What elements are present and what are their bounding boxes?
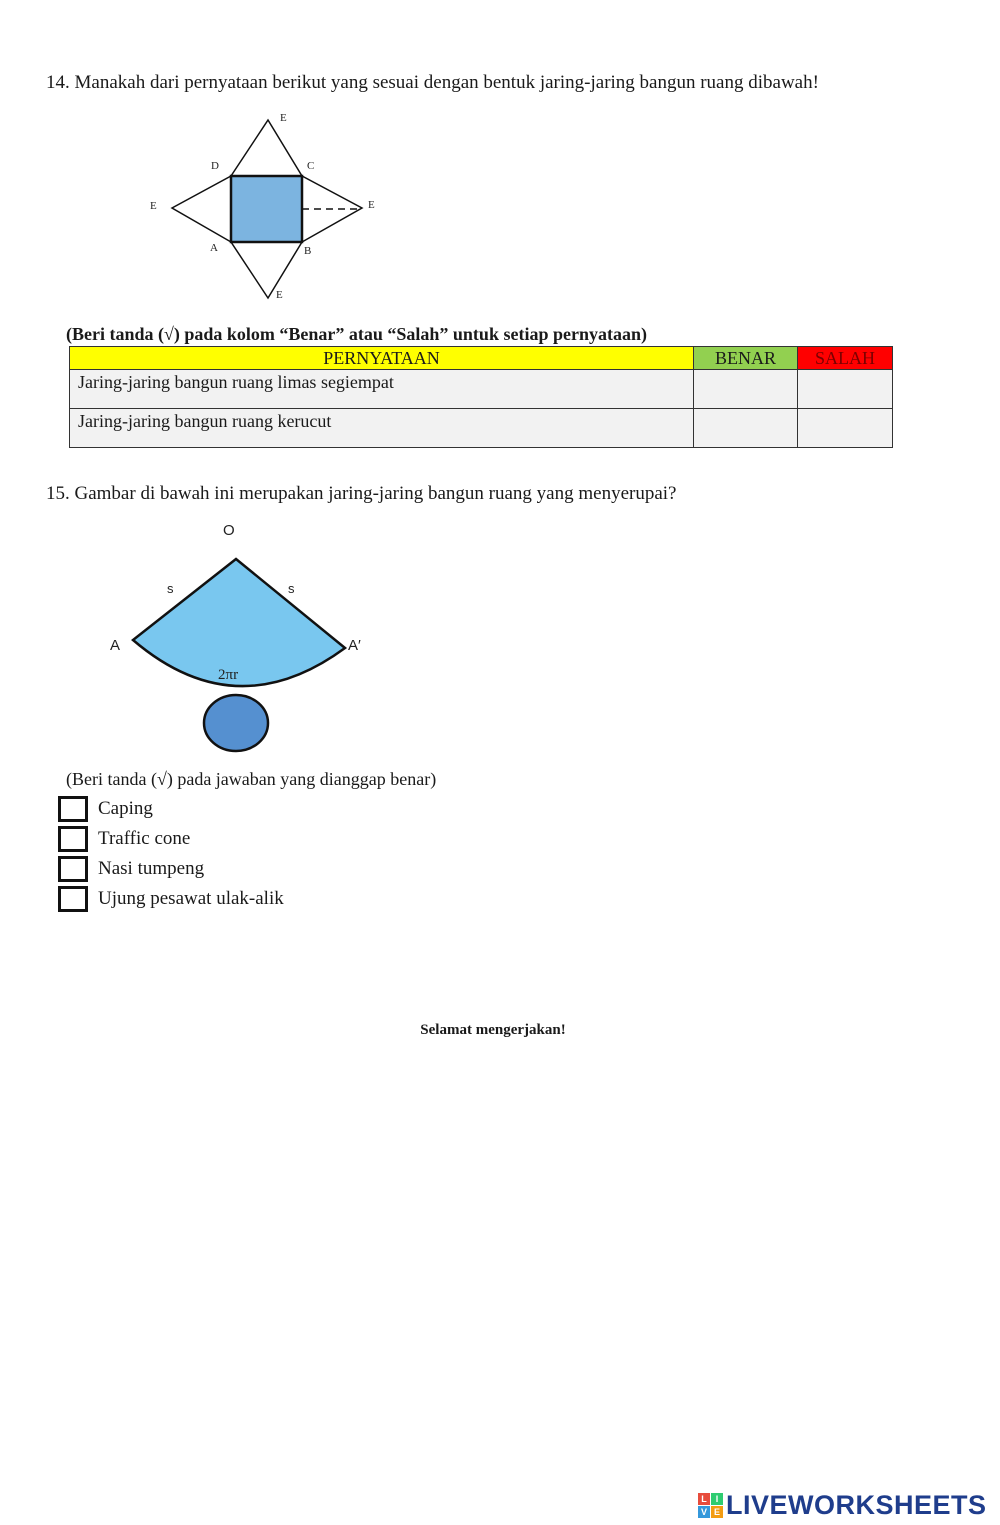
label-bottom-e: E bbox=[276, 289, 283, 301]
liveworksheets-logo bbox=[698, 1490, 987, 1521]
label-right-e: E bbox=[368, 199, 375, 211]
closing-message: Selamat mengerjakan! bbox=[420, 1022, 566, 1038]
option-label: Ujung pesawat ulak-alik bbox=[98, 888, 284, 909]
options-list bbox=[58, 795, 284, 913]
benar-answer-cell[interactable] bbox=[694, 409, 798, 448]
header-salah: SALAH bbox=[798, 347, 893, 370]
checkbox[interactable] bbox=[58, 796, 88, 822]
q15-instruction: (Beri tanda (√) pada jawaban yang dianggap benar) bbox=[66, 769, 437, 789]
brand-name: LIVEWORKSHEETS bbox=[726, 1490, 987, 1520]
label-left-e: E bbox=[150, 200, 157, 212]
statement-cell: Jaring-jaring bangun ruang kerucut bbox=[70, 409, 694, 448]
label-b: B bbox=[304, 245, 312, 257]
logo-letter: V bbox=[698, 1506, 710, 1518]
checkbox[interactable] bbox=[58, 826, 88, 852]
label-2pi-r: 2πr bbox=[218, 667, 239, 683]
square-base bbox=[231, 176, 302, 242]
cone-base-circle bbox=[204, 695, 268, 751]
option-label: Nasi tumpeng bbox=[98, 858, 205, 879]
label-s-right: s bbox=[288, 581, 295, 596]
logo-grid-icon bbox=[698, 1493, 723, 1518]
logo-letter: I bbox=[711, 1493, 723, 1505]
question-14-text: 14. Manakah dari pernyataan berikut yang sesuai dengan bentuk jaring-jaring bangun ruang dibawah! bbox=[46, 72, 819, 93]
label-a: A bbox=[210, 242, 218, 254]
option-traffic-cone[interactable] bbox=[58, 825, 284, 853]
option-label: Traffic cone bbox=[98, 828, 191, 849]
cone-net-figure bbox=[100, 515, 400, 765]
logo-letter: L bbox=[698, 1493, 710, 1505]
salah-answer-cell[interactable] bbox=[798, 370, 893, 409]
q14-instruction: (Beri tanda (√) pada kolom “Benar” atau “Salah” untuk setiap pernyataan) bbox=[66, 324, 647, 344]
table-row bbox=[70, 409, 893, 448]
option-nasi-tumpeng[interactable] bbox=[58, 855, 284, 883]
label-d: D bbox=[211, 160, 219, 172]
header-benar: BENAR bbox=[694, 347, 798, 370]
label-a-prime: A′ bbox=[348, 637, 361, 654]
header-pernyataan: PERNYATAAN bbox=[70, 347, 694, 370]
benar-answer-cell[interactable] bbox=[694, 370, 798, 409]
option-ujung-pesawat[interactable] bbox=[58, 885, 284, 913]
checkbox[interactable] bbox=[58, 856, 88, 882]
table-row bbox=[70, 370, 893, 409]
salah-answer-cell[interactable] bbox=[798, 409, 893, 448]
statement-cell: Jaring-jaring bangun ruang limas segiempat bbox=[70, 370, 694, 409]
logo-letter: E bbox=[711, 1506, 723, 1518]
label-a: A bbox=[110, 637, 121, 654]
cone-sector bbox=[133, 559, 345, 686]
label-o: O bbox=[223, 522, 235, 539]
question-15-text: 15. Gambar di bawah ini merupakan jaring-jaring bangun ruang yang menyerupai? bbox=[46, 483, 677, 504]
table-header-row bbox=[70, 347, 893, 370]
checkbox[interactable] bbox=[58, 886, 88, 912]
pyramid-net-figure bbox=[140, 105, 400, 305]
statement-table bbox=[69, 346, 893, 448]
option-label: Caping bbox=[98, 798, 153, 819]
option-caping[interactable] bbox=[58, 795, 284, 823]
label-top-e: E bbox=[280, 112, 287, 124]
label-c: C bbox=[307, 160, 315, 172]
label-s-left: s bbox=[167, 581, 174, 596]
